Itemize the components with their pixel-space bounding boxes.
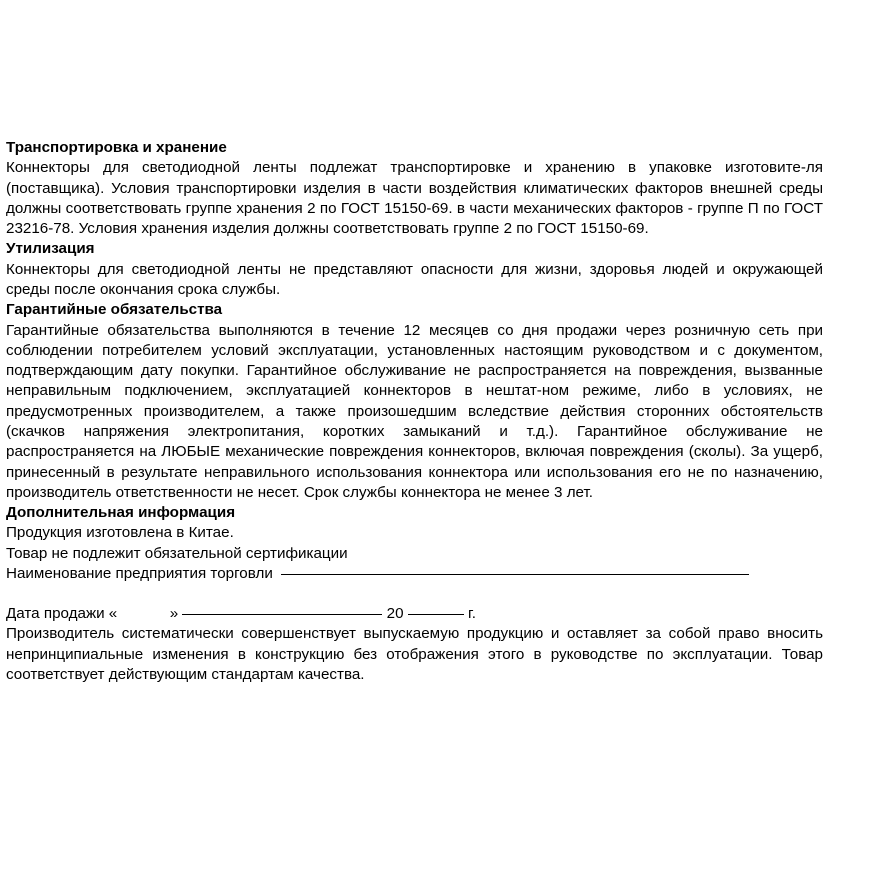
section-heading-disposal: Утилизация	[6, 240, 95, 258]
section-text-disposal: Коннекторы для светодиодной ленты не представляют опасности для жизни, здоровья людей и окружающей среды после окончания срока службы.	[6, 260, 823, 298]
section-warranty	[6, 300, 823, 503]
sale-date-month-line[interactable]	[182, 614, 382, 615]
section-heading-transport: Транспортировка и хранение	[6, 139, 227, 156]
section-additional-info	[6, 503, 823, 685]
section-heading-warranty: Гарантийные обязательства	[6, 301, 223, 319]
additional-line-certification: Товар не подлежит обязательной сертификации	[6, 544, 348, 562]
section-disposal	[6, 239, 823, 300]
trade-name-label: Наименование предприятия торговли	[6, 564, 273, 582]
additional-line-origin: Продукция изготовлена в Китае.	[6, 524, 234, 542]
closing-text: Производитель систематически совершенствует выпускаемую продукцию и оставляет за собой право вносить непринципиальные изменения в конструкцию без отображения этого в руководстве по эксплуатации. Товар соответствует действующим стандартам качества.	[6, 625, 823, 684]
sale-date-label: Дата продажи «	[6, 605, 118, 623]
section-text-transport: Коннекторы для светодиодной ленты подлежат транспортировке и хранению в упаковке изготовите-ля (поставщика). Условия транспортировки изделия в части воздействия климатических факторов внешней среды должны соответствовать группе хранения 2 по ГОСТ 15150-69. в части механических факторов - группе П по ГОСТ 23216-78. Условия хранения изделия должны соответствовать группе 2 по ГОСТ 15150-69.	[6, 159, 823, 238]
sale-date-quote-close: »	[169, 605, 179, 623]
section-text-warranty: Гарантийные обязательства выполняются в течение 12 месяцев со дня продажи через розничную сеть при соблюдении потребителем условий эксплуатации, установленных настоящим руководством и с документом, подтверждающим дату покупки. Гарантийное обслуживание не распространяется на повреждения, вызванные неправильным подключением, эксплуатацией коннекторов в нештат-ном режиме, либо в условиях, не предусмотренных производителем, а также произошедшим вследствие действия сторонних обстоятельств (скачков напряжения электропитания, коротких замыканий и т.д.). Гарантийное обслуживание не распространяется на ЛЮБЫЕ механические повреждения коннекторов, включая повреждения (сколы). За ущерб, принесенный в результате неправильного использования коннектора или использования его не по назначению, производитель ответственности не несет. Срок службы коннектора не менее 3 лет.	[6, 321, 823, 501]
section-transport	[6, 138, 823, 239]
trade-name-field-row	[6, 564, 823, 584]
sale-date-year: 20	[386, 605, 404, 623]
sale-date-suffix: г.	[468, 605, 476, 623]
section-heading-additional: Дополнительная информация	[6, 504, 236, 522]
trade-name-input-line[interactable]	[281, 574, 749, 575]
sale-date-field-row	[6, 604, 823, 624]
sale-date-year-line[interactable]	[408, 614, 464, 615]
document-body	[6, 138, 823, 685]
blank-spacer	[6, 584, 823, 604]
